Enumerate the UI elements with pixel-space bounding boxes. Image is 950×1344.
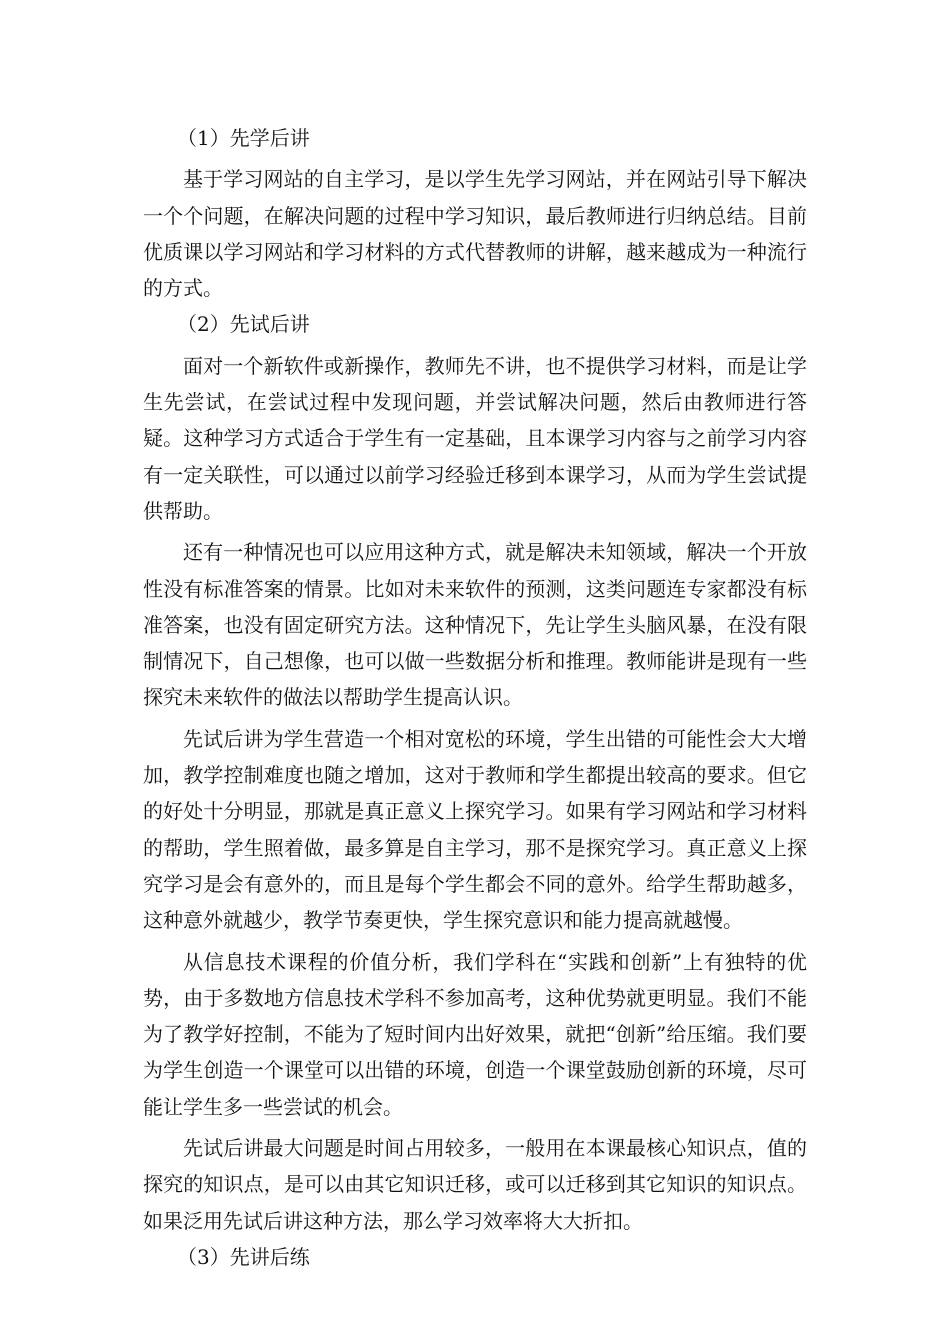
document-body xyxy=(143,120,807,1275)
paragraph-4: 先试后讲为学生营造一个相对宽松的环境，学生出错的可能性会大大增加，教学控制难度也随之增加，这对于教师和学生都提出较高的要求。但它的好处十分明显，那就是真正意义上探究学习。如果有学习网站和学习材料的帮助，学生照着做，最多算是自主学习，那不是探究学习。真正意义上探究学习是会有意外的，而且是每个学生都会不同的意外。给学生帮助越多，这种意外就越少，教学节奏更快，学生探究意识和能力提高就越慢。 xyxy=(143,726,807,933)
section-heading-3: （3）先讲后练 xyxy=(177,1244,310,1269)
paragraph-6: 先试后讲最大问题是时间占用较多，一般用在本课最核心知识点，值的探究的知识点，是可以由其它知识迁移，或可以迁移到其它知识的知识点。如果泛用先试后讲这种方法，那么学习效率将大大折扣。 xyxy=(143,1136,807,1233)
section-heading-2: （2）先试后讲 xyxy=(177,312,310,337)
paragraph-2: 面对一个新软件或新操作，教师先不讲，也不提供学习材料，而是让学生先尝试，在尝试过程中发现问题，并尝试解决问题，然后由教师进行答疑。这种学习方式适合于学生有一定基础，且本课学习内容与之前学习内容有一定关联性，可以通过以前学习经验迁移到本课学习，从而为学生尝试提供帮助。 xyxy=(143,353,807,523)
paragraph-1: 基于学习网站的自主学习，是以学生先学习网站，并在网站引导下解决一个个问题，在解决问题的过程中学习知识，最后教师进行归纳总结。目前优质课以学习网站和学习材料的方式代替教师的讲解，越来越成为一种流行的方式。 xyxy=(143,167,807,301)
paragraph-5: 从信息技术课程的价值分析，我们学科在“实践和创新”上有独特的优势，由于多数地方信息技术学科不参加高考，这种优势就更明显。我们不能为了教学好控制，不能为了短时间内出好效果，就把“创新”给压缩。我们要为学生创造一个课堂可以出错的环境，创造一个课堂鼓励创新的环境，尽可能让学生多一些尝试的机会。 xyxy=(143,949,807,1119)
section-heading-1: （1）先学后讲 xyxy=(177,126,310,150)
paragraph-3: 还有一种情况也可以应用这种方式，就是解决未知领域，解决一个开放性没有标准答案的情景。比如对未来软件的预测，这类问题连专家都没有标准答案，也没有固定研究方法。这种情况下，先让学生头脑风暴，在没有限制情况下，自己想像，也可以做一些数据分析和推理。教师能讲是现有一些探究未来软件的做法以帮助学生提高认识。 xyxy=(143,540,807,710)
